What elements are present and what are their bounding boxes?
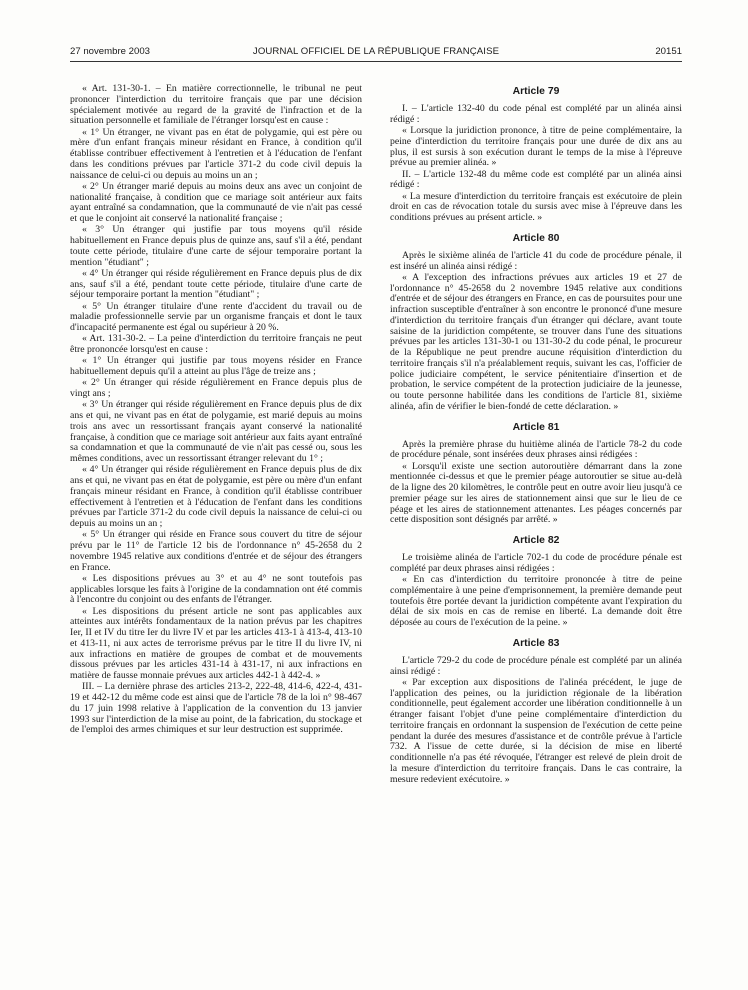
paragraph: « 2° Un étranger marié depuis au moins deux ans avec un conjoint de nationalité française, à condition que ce mariage soit antérieur aux faits ayant entraîné sa condamnation, que la communauté de vie n'ait pas cessé et que le conjoint ait conservé la nationalité française ; bbox=[70, 180, 362, 224]
paragraph: « 4° Un étranger qui réside régulièrement en France depuis plus de dix ans, sauf s'il a été, pendant toute cette période, titulaire d'une carte de séjour temporaire portant la mention "étudiant" ; bbox=[70, 267, 362, 301]
paragraph: « Les dispositions prévues au 3° et au 4° ne sont toutefois pas applicables lorsque les faits à l'origine de la condamnation ont été commis à l'encontre du conjoint ou des enfants de l'étranger. bbox=[70, 572, 362, 606]
paragraph: « 5° Un étranger titulaire d'une rente d'accident du travail ou de maladie professionnelle servie par un organisme français et dont le taux d'incapacité permanente est égal ou supérieur à 20 %. bbox=[70, 300, 362, 333]
paragraph: « En cas d'interdiction du territoire prononcée à titre de peine complémentaire à une peine d'emprisonnement, la première demande peut toutefois être portée devant la juridiction compétente avant l'expiration du délai de six mois en cas de remise en liberté. La demande doit être déposée au cours de l'exécution de la peine. » bbox=[390, 574, 682, 628]
paragraph: Après la première phrase du huitième alinéa de l'article 78-2 du code de procédure pénale, sont insérées deux phrases ainsi rédigées : bbox=[390, 438, 682, 461]
article-81-heading: Article 81 bbox=[512, 421, 560, 433]
paragraph: « 1° Un étranger qui justifie par tous moyens résider en France habituellement depuis qu'il a atteint au plus l'âge de treize ans ; bbox=[70, 355, 362, 377]
paragraph: « Lorsqu'il existe une section autoroutière démarrant dans la zone mentionnée ci-dessus et que le premier péage autoroutier se situe au-delà de la ligne des 20 kilomètres, le contrôle peut en outre avoir lieu jusqu'à ce premier péage sur les aires de stationnement ainsi que sur le lieu de ce péage et les aires de stationnement attenantes. Les péages concernés par cette disposition sont désignés par arrêté. » bbox=[390, 460, 682, 526]
article-80-heading: Article 80 bbox=[512, 232, 560, 244]
page-header bbox=[70, 46, 682, 60]
paragraph: III. – La dernière phrase des articles 213-2, 222-48, 414-6, 422-4, 431-19 et 442-12 du même code est ainsi que de l'article 78 de la loi n° 98-467 du 17 juin 1998 relative à l'application de la convention du 13 janvier 1993 sur l'interdiction de la mise au point, de la fabrication, du stockage et de l'emploi des armes chimiques et sur leur destruction est supprimée. bbox=[70, 681, 362, 736]
article-83-heading: Article 83 bbox=[512, 637, 560, 649]
paragraph: « 2° Un étranger qui réside régulièrement en France depuis plus de vingt ans ; bbox=[70, 377, 362, 399]
paragraph: L'article 729-2 du code de procédure pénale est complété par un alinéa ainsi rédigé : bbox=[390, 654, 682, 677]
paragraph: « Art. 131-30-1. – En matière correctionnelle, le tribunal ne peut prononcer l'interdiction du territoire français que par une décision spécialement motivée au regard de la gravité de l'infraction et de la situation personnelle et familiale de l'étranger lorsqu'est en cause : bbox=[70, 84, 362, 127]
paragraph: « La mesure d'interdiction du territoire français est exécutoire de plein droit en cas de révocation totale du sursis avec mise à l'épreuve dans les conditions prévues au présent article. » bbox=[390, 190, 682, 223]
paragraph: « Par exception aux dispositions de l'alinéa précédent, le juge de l'application des peines, ou la juridiction régionale de la libération conditionnelle, peut également accorder une libération conditionnelle à un étranger faisant l'objet d'une peine complémentaire d'interdiction du territoire français en ordonnant la suspension de l'exécution de cette peine pendant la durée des mesures d'assistance et de contrôle prévue à l'article 732. A l'issue de cette durée, si la décision de mise en liberté conditionnelle n'a pas été révoquée, l'étranger est relevé de plein droit de la mesure d'interdiction du territoire français. Dans le cas contraire, la mesure redevient exécutoire. » bbox=[390, 676, 682, 785]
paragraph: Après le sixième alinéa de l'article 41 du code de procédure pénale, il est inséré un alinéa ainsi rédigé : bbox=[390, 249, 682, 272]
paragraph: « A l'exception des infractions prévues aux articles 19 et 27 de l'ordonnance n° 45-2658 du 2 novembre 1945 relative aux conditions d'entrée et de séjour des étrangers en France, en cas de poursuites pour une infraction susceptible d'entraîner à son encontre le prononcé d'une mesure d'interdiction du territoire français d'un étranger qui déclare, avant toute saisine de la juridiction compétente, se trouver dans l'une des situations prévues par les articles 131-30-1 ou 131-30-2 du code pénal, le procureur de la République ne peut prendre aucune réquisition d'interdiction du territoire français s'il n'a préalablement requis, suivant les cas, l'officier de police judiciaire compétent, le service pénitentiaire d'insertion et de probation, le service compétent de la protection judiciaire de la jeunesse, ou toute personne habilitée dans les conditions de l'article 81, sixième alinéa, afin de vérifier le bien-fondé de cette déclaration. » bbox=[390, 271, 682, 412]
article-79-heading: Article 79 bbox=[512, 86, 560, 97]
right-column bbox=[390, 84, 682, 974]
journal-title: JOURNAL OFFICIEL DE LA RÉPUBLIQUE FRANÇAISE bbox=[252, 46, 500, 57]
article-82-heading: Article 82 bbox=[512, 535, 560, 546]
paragraph: « 1° Un étranger, ne vivant pas en état de polygamie, qui est père ou mère d'un enfant français mineur résidant en France, à condition qu'il établisse contribuer effectivement à l'entretien et à l'éducation de l'enfant dans les conditions prévues par l'article 371-2 du code civil depuis la naissance de celui-ci ou depuis au moins un an ; bbox=[70, 126, 362, 181]
paragraph: « 3° Un étranger qui réside régulièrement en France depuis plus de dix ans et qui, ne vivant pas en état de polygamie, est marié depuis au moins trois ans avec un ressortissant français ayant conservé la nationalité française, à condition que ce mariage soit antérieur aux faits ayant entraîné sa condamnation et que la communauté de vie n'ait pas cessé ou, sous les mêmes conditions, avec un ressortissant étranger relevant du 1° ; bbox=[70, 399, 362, 464]
paragraph: « Art. 131-30-2. – La peine d'interdiction du territoire français ne peut être prononcée lorsqu'est en cause : bbox=[70, 333, 362, 355]
paragraph: « Lorsque la juridiction prononce, à titre de peine complémentaire, la peine d'interdiction du territoire français pour une durée de dix ans au plus, il est sursis à son exécution durant le temps de la mise à l'épreuve prévue au premier alinéa. » bbox=[390, 125, 682, 169]
paragraph: « 4° Un étranger qui réside régulièrement en France depuis plus de dix ans et qui, ne vivant pas en état de polygamie, est père ou mère d'un enfant français mineur résidant en France, à condition qu'il établisse contribuer effectivement à l'entretien et à l'éducation de l'enfant dans les conditions prévues par l'article 371-2 du code civil depuis la naissance de celui-ci ou depuis au moins un an ; bbox=[70, 464, 362, 529]
paragraph: I. – L'article 132-40 du code pénal est complété par un alinéa ainsi rédigé : bbox=[390, 103, 682, 125]
paragraph: « Les dispositions du présent article ne sont pas applicables aux atteintes aux intérêts fondamentaux de la nation prévus par les chapitres Ier, II et IV du titre Ier du livre IV et par les articles 413-1 à 413-4, 413-10 et 413-11, ni aux actes de terrorisme prévus par le titre II du livre IV, ni aux infractions en matière de groupes de combat et de mouvements dissous prévues par les articles 431-14 à 431-17, ni aux infractions en matière de fausse monnaie prévues aux articles 442-1 à 442-4. » bbox=[70, 605, 362, 681]
left-column bbox=[70, 84, 362, 974]
page-number: 20151 bbox=[655, 46, 682, 57]
header-rule bbox=[70, 61, 682, 62]
paragraph: « 3° Un étranger qui justifie par tous moyens qu'il réside habituellement en France depuis plus de quinze ans, sauf s'il a été, pendant toute cette période, titulaire d'une carte de séjour temporaire portant la mention "étudiant" ; bbox=[70, 224, 362, 268]
paragraph: « 5° Un étranger qui réside en France sous couvert du titre de séjour prévu par le 11° de l'article 12 bis de l'ordonnance n° 45-2658 du 2 novembre 1945 relative aux conditions d'entrée et de séjour des étrangers en France. bbox=[70, 529, 362, 573]
paragraph: Le troisième alinéa de l'article 702-1 du code de procédure pénale est complété par deux phrases ainsi rédigées : bbox=[390, 552, 682, 574]
header-date: 27 novembre 2003 bbox=[70, 46, 151, 57]
paragraph: II. – L'article 132-48 du même code est complété par un alinéa ainsi rédigé : bbox=[390, 168, 682, 191]
